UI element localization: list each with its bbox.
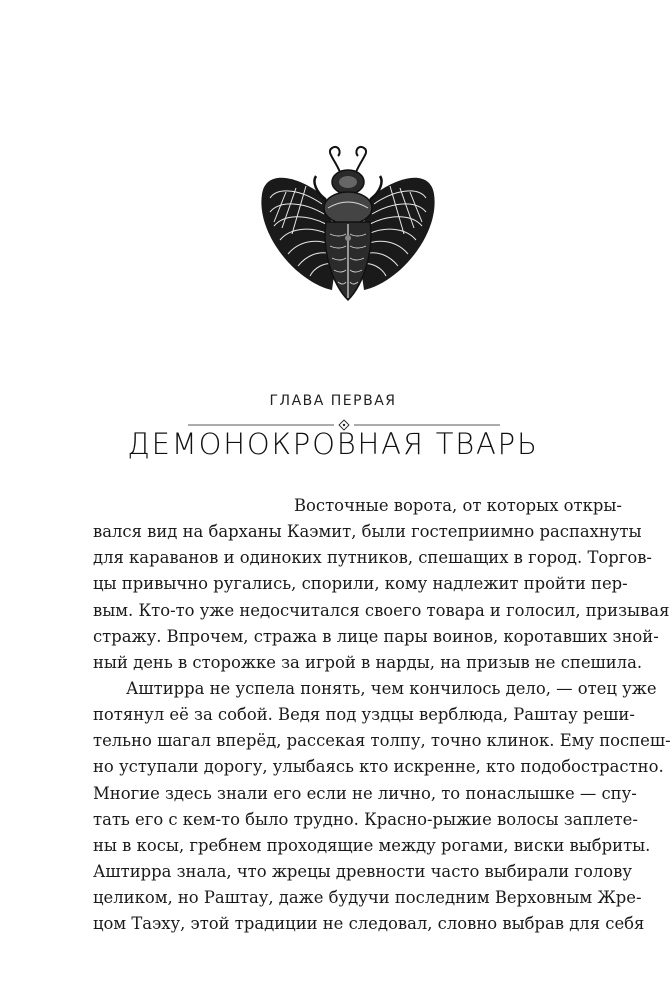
- text-line: Многие здесь знали его если не лично, то понаслышке — спу-: [93, 783, 637, 803]
- text-line: стражу. Впрочем, стража в лице пары воинов, коротавших зной-: [93, 626, 659, 646]
- text-line: Аштирра не успела понять, чем кончилось дело, — отец уже: [126, 678, 657, 698]
- scarab-icon: [256, 138, 440, 308]
- text-line: целиком, но Раштау, даже будучи последним Верховным Жре-: [93, 888, 642, 908]
- text-line: тельно шагал вперёд, рассекая толпу, точно клинок. Ему поспеш-: [93, 731, 671, 751]
- text-line: ны в косы, гребнем проходящие между рогами, виски выбриты.: [93, 835, 651, 855]
- text-line: потянул её за собой. Ведя под уздцы верблюда, Раштау реши-: [93, 705, 635, 725]
- text-line: но уступали дорогу, улыбаясь кто искренне, кто подобострастно.: [93, 757, 664, 777]
- chapter-label: ГЛАВА ПЕРВАЯ: [269, 393, 397, 409]
- text-line: ный день в сторожке за игрой в нарды, на призыв не спешила.: [93, 652, 643, 672]
- text-line: Восточные ворота, от которых откры-: [294, 496, 622, 515]
- text-line: тать его с кем-то было трудно. Красно-рыжие волосы заплете-: [93, 809, 638, 829]
- text-line: цы привычно ругались, спорили, кому надлежит пройти пер-: [93, 574, 628, 594]
- body-text: [93, 493, 671, 937]
- text-line: цом Таэху, этой традиции не следовал, словно выбрав для себя: [93, 914, 645, 934]
- text-line: для караванов и одиноких путников, спешащих в город. Торгов-: [93, 548, 652, 568]
- text-line: вался вид на барханы Каэмит, были гостеприимно распахнуты: [93, 522, 642, 542]
- text-line: вым. Кто-то уже недосчитался своего товара и голосил, призывая: [93, 600, 670, 620]
- chapter-title: ДЕМОНОКРОВНАЯ ТВАРЬ: [127, 427, 539, 461]
- text-line: Аштирра знала, что жрецы древности часто выбирали голову: [93, 861, 633, 881]
